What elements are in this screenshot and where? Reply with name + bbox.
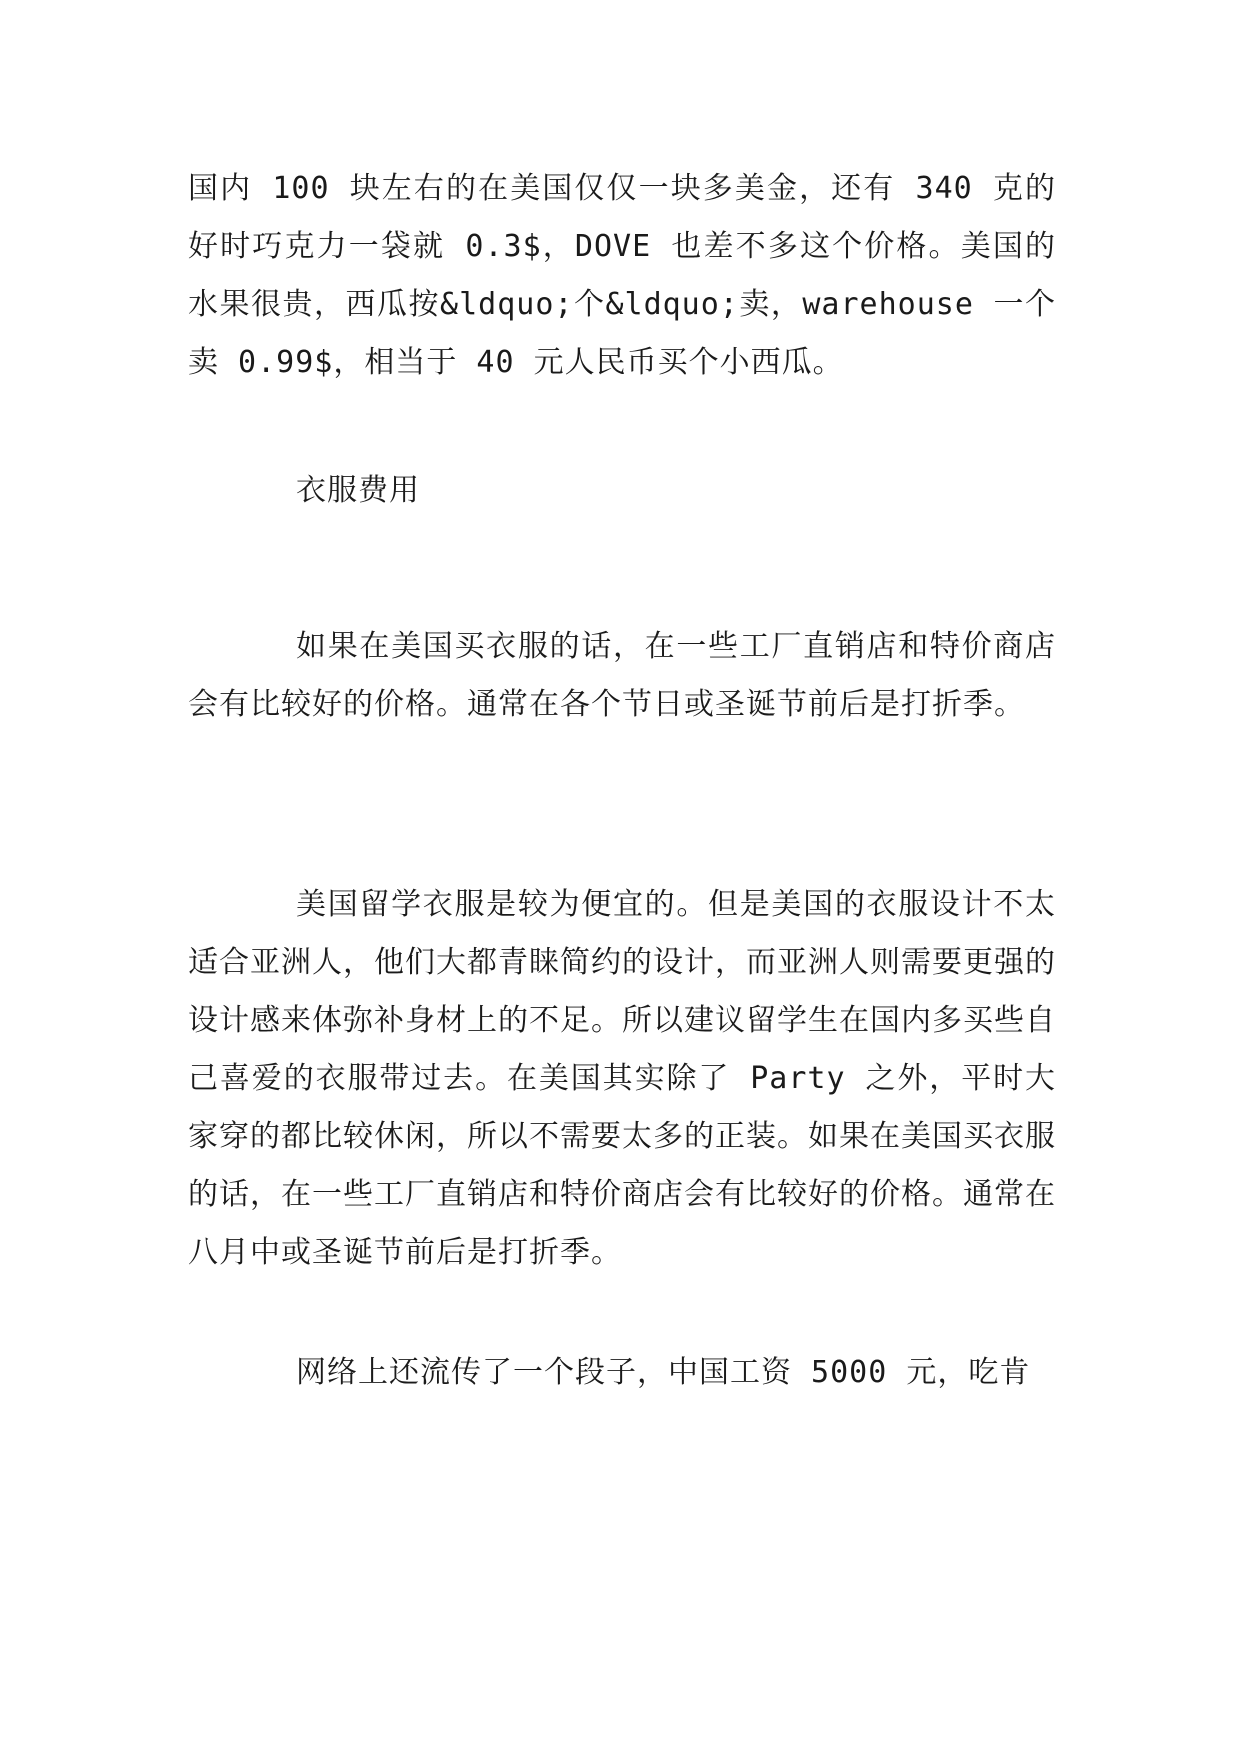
section-heading-clothing	[188, 462, 1056, 520]
section-heading-text: 衣服费用	[296, 473, 420, 508]
paragraph-salary-joke	[188, 1344, 1056, 1402]
paragraph-clothing-stores	[188, 618, 1056, 734]
paragraph-text: 美国留学衣服是较为便宜的。但是美国的衣服设计不太适合亚洲人，他们大都青睐简约的设计，而亚洲人则需要更强的设计感来体弥补身材上的不足。所以建议留学生在国内多买些自己喜爱的衣服带过去。在美国其实除了 Party 之外，平时大家穿的都比较休闲，所以不需要太多的正装。如果在美国买衣服的话，在一些工厂直销店和特价商店会有比较好的价格。通常在八月中或圣诞节前后是打折季。	[188, 887, 1056, 1270]
paragraph-text: 如果在美国买衣服的话，在一些工厂直销店和特价商店会有比较好的价格。通常在各个节日或圣诞节前后是打折季。	[188, 629, 1056, 722]
paragraph-text: 国内 100 块左右的在美国仅仅一块多美金，还有 340 克的好时巧克力一袋就 0.3$，DOVE 也差不多这个价格。美国的水果很贵，西瓜按&ldquo;个&ldquo;卖，warehouse 一个卖 0.99$，相当于 40 元人民币买个小西瓜。	[188, 171, 1056, 380]
paragraph-clothing-advice	[188, 876, 1056, 1282]
paragraph-text: 网络上还流传了一个段子，中国工资 5000 元，吃肯	[296, 1355, 1031, 1390]
paragraph-fruit-prices	[188, 160, 1056, 392]
